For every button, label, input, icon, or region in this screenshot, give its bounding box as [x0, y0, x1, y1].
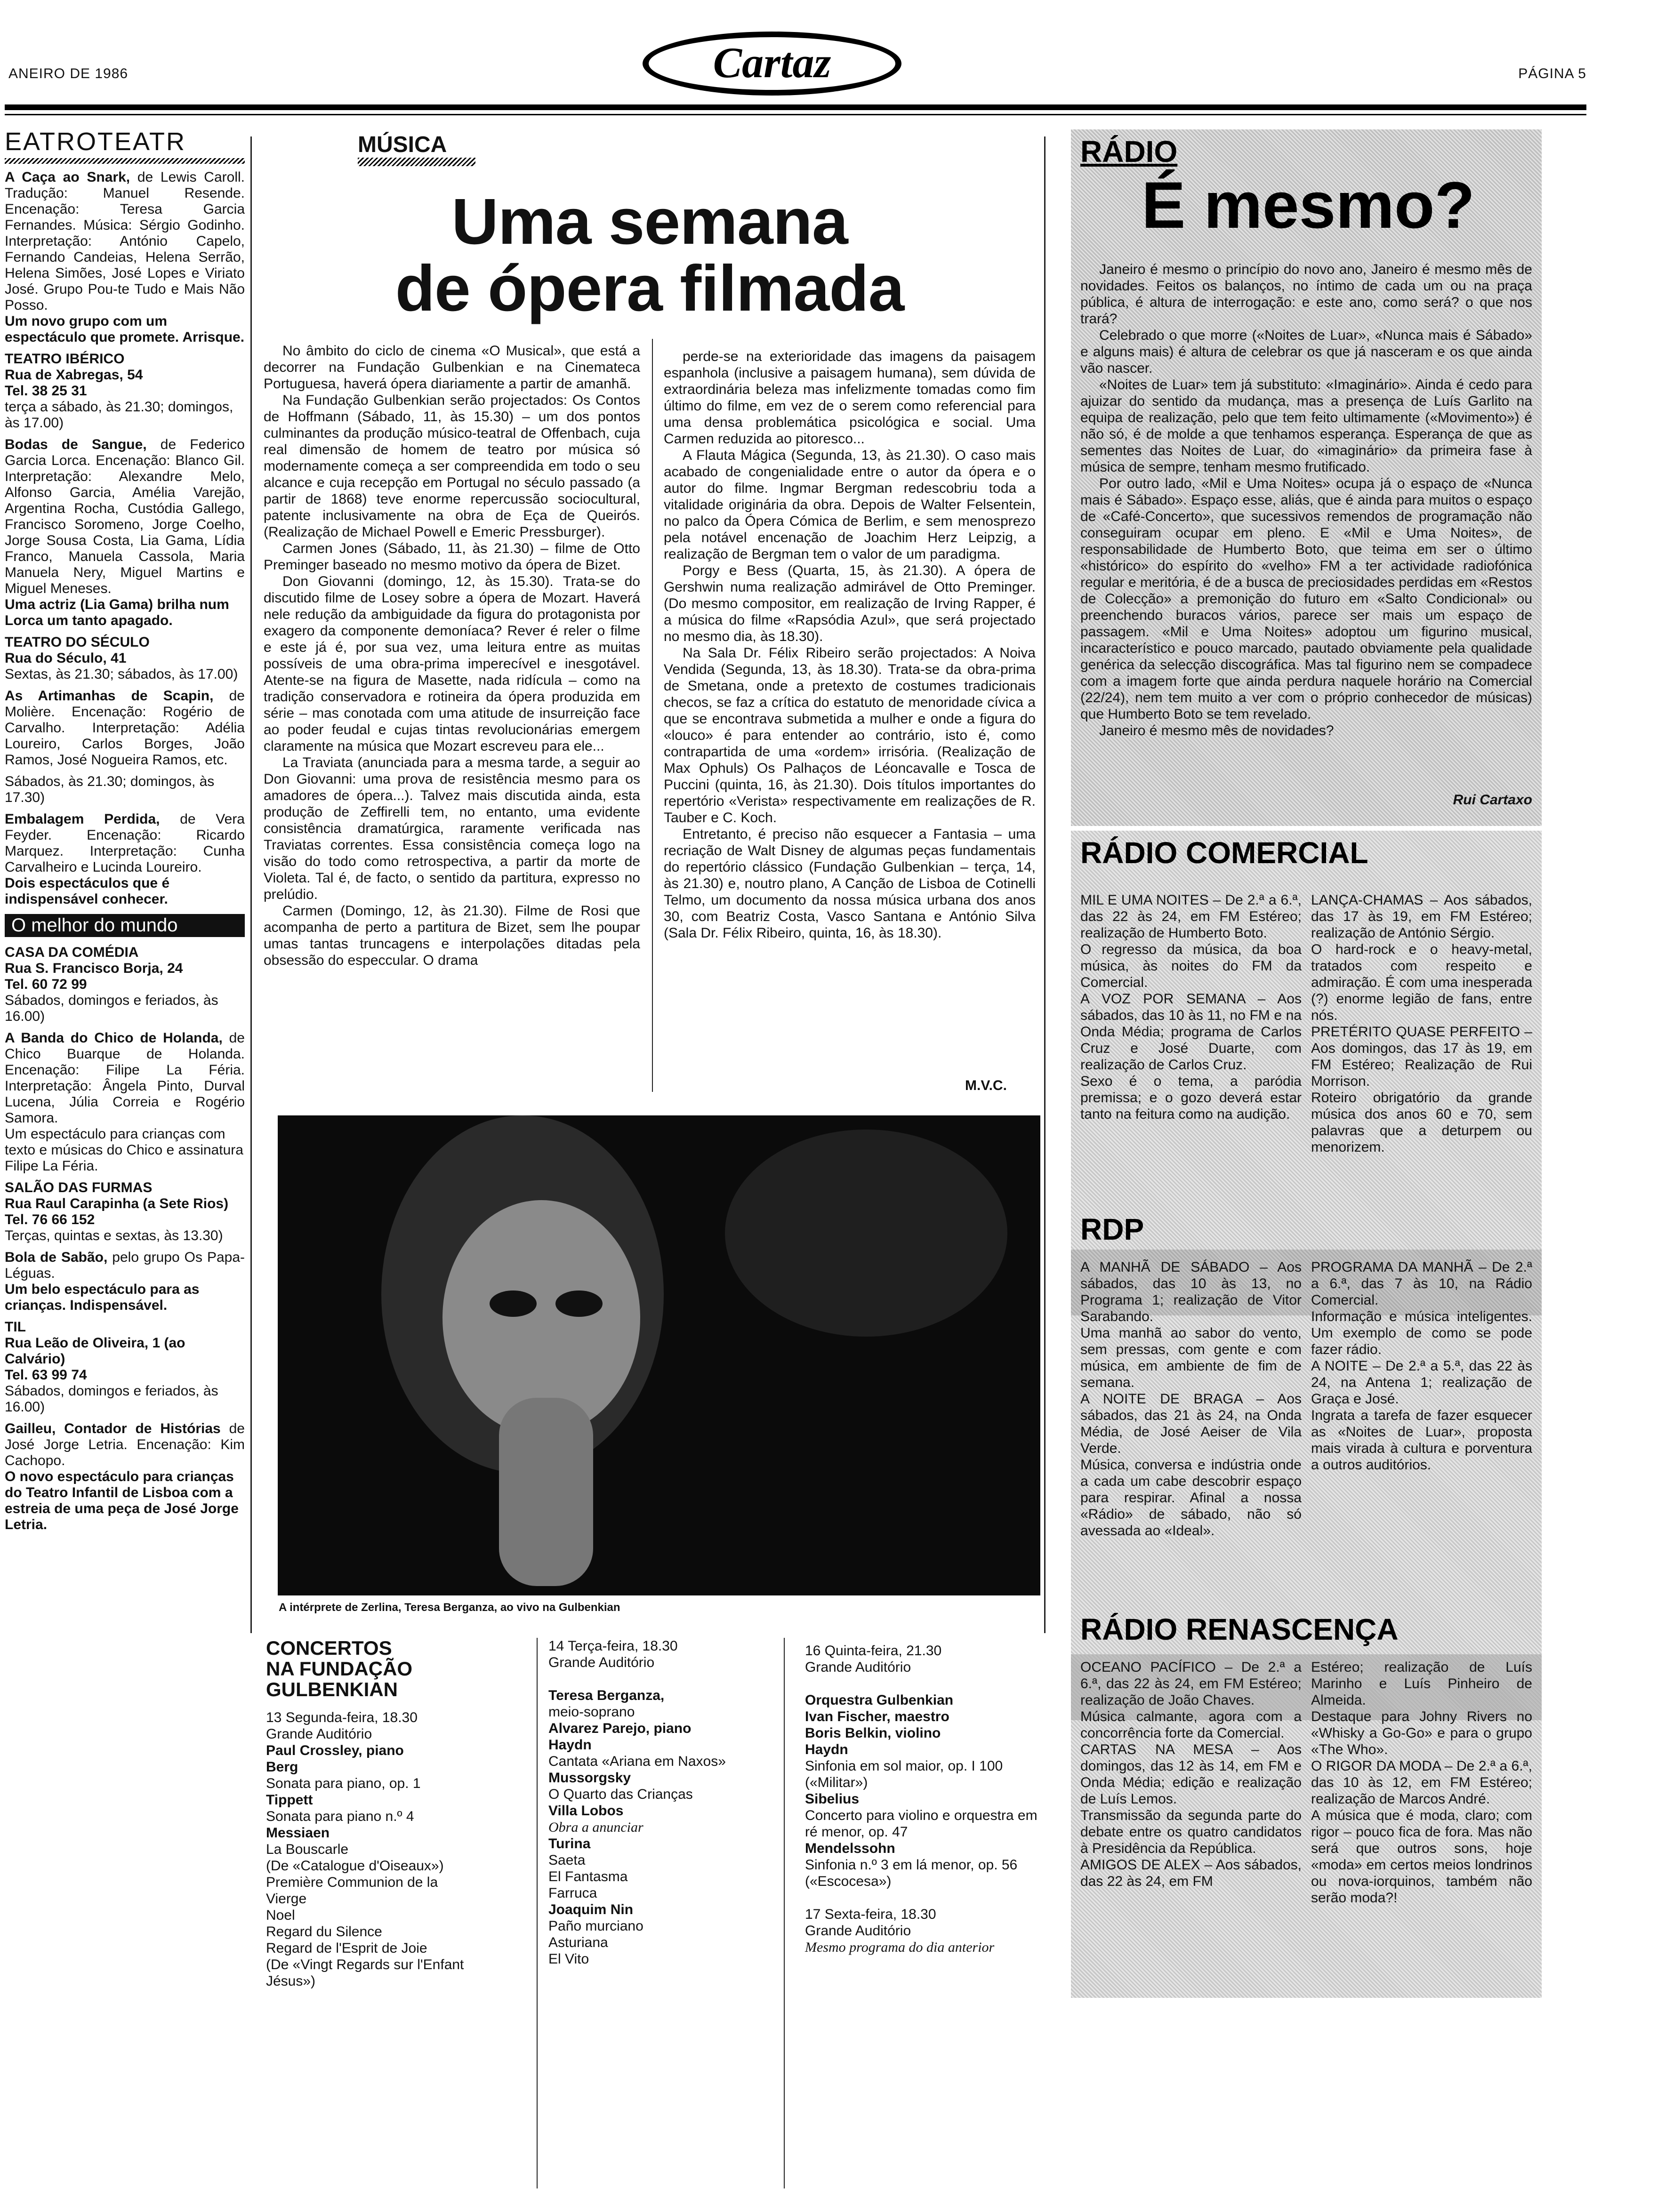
concert-line: Sibelius — [805, 1791, 860, 1807]
comercial-col1 — [1080, 892, 1302, 1122]
listing-entry — [5, 774, 245, 806]
listing-entry — [5, 688, 245, 768]
paragraph: Janeiro é mesmo mês de novidades? — [1099, 723, 1334, 738]
concerts-block — [266, 1638, 1043, 2188]
paragraph: Por outro lado, «Mil e Uma Noites» ocupa já o espaço de «Nunca mais é Sábado». Espaço esse, aliás, que é ainda para muitos o espaço de «Café-Concerto», que sucessivos remendos de programação não conseguiram ocupar em pleno. E «Mil e Uma Noites», de responsabilidade de Humberto Boto, que teima em ser o último «histórico» do espírito do «velho» FM a ter actividade radiofónica regular e meritória, é de a busca de preciosidades perdidas em «Restos de Colecção» a premonição do futuro em «Salto Condicional» ou preenchendo buracos vários, parece ser mais um espaço de passagem. «Mil e Uma Noites» adoptou um figurino musical, incaracterístico e pouco marcado, pautado obviamente pela qualidade genérica da selecção discográfica. Mas tal figurino nem se compadece com a imagem forte que ainda perdura naquele horário na Comercial (22/24), nem tem muito a ver com o próprio conhecedor de músicas) que Humberto Boto se tem revelado. — [1080, 476, 1532, 722]
concert-line: Sonata para piano n.º 4 — [266, 1809, 414, 1824]
concert-line: Obra a anunciar — [548, 1819, 643, 1835]
headline-line-2: de ópera filmada — [395, 252, 904, 325]
venue-times: Sábados, domingos e feriados, às 16.00) — [5, 993, 218, 1024]
concerts-col1 — [266, 1709, 478, 1989]
paragraph: Na Fundação Gulbenkian serão projectados: Os Contos de Hoffmann (Sábado, 11, às 15.30) – um dos pontos culminantes da produção músico-teatral de Offenbach, cuja real dimensão de homem de teatro por música só modernamente começa a ser compreendida em todo o seu alcance e cuja recepção em Portugal no século passado (a partir de 1868) teve enorme repercussão sociocultural, patente inclusivamente na obra de Eça de Queirós. (Realização de Michael Powell e Emeric Pressburger). — [264, 393, 640, 540]
venue-times: Sábados, às 21.30; domingos, às 17.30) — [5, 774, 215, 805]
concert-line — [548, 1671, 774, 1687]
paragraph: A NOITE DE BRAGA – Aos sábados, das 21 às 24, na Onda Média, de José Aeiser de Vila Verde. — [1080, 1391, 1302, 1456]
concert-line: Messiaen — [266, 1825, 330, 1841]
listing-entry — [5, 437, 245, 629]
concert-line: Boris Belkin, violino — [805, 1725, 941, 1741]
concert-line: Grande Auditório — [805, 1659, 911, 1675]
concert-line: La Bouscarle — [266, 1842, 349, 1857]
venue-name: TEATRO DO SÉCULO — [5, 634, 150, 650]
theatre-listings — [5, 169, 245, 907]
concert-line: meio-soprano — [548, 1704, 635, 1720]
listing-entry — [5, 351, 245, 431]
concerts-col3 — [805, 1643, 1040, 1956]
concerts-title-line2: NA FUNDAÇÃO — [266, 1658, 413, 1680]
paragraph: Entretanto, é preciso não esquecer a Fantasia – uma recriação de Walt Disney de algumas peças fundamentais do repertório clássico (Fundação Gulbenkian – terça, 14, às 21.30) e, noutro plano, A Canção de Lisboa de Cotinelli Telmo, um documento da nossa música urbana dos anos 30, com Beatriz Costa, Vasco Santana e António Silva (Sala Dr. Félix Ribeiro, quinta, 16, às 18.30). — [664, 826, 1036, 941]
play-entry — [5, 1030, 245, 1126]
concert-line: Première Communion de la Vierge — [266, 1875, 438, 1907]
theatre-section-title: EATROTEATR — [5, 128, 186, 156]
column-rule — [1044, 136, 1046, 1633]
critic-note: Um novo grupo com um espectáculo que promete. Arrisque. — [5, 313, 245, 345]
venue-address: Rua Leão de Oliveira, 1 (ao Calvário) — [5, 1335, 185, 1367]
concert-line: Ivan Fischer, maestro — [805, 1709, 949, 1724]
radio-comercial-title: RÁDIO COMERCIAL — [1080, 836, 1368, 870]
play-credits: de Vera Feyder. Encenação: Ricardo Marquez. Interpretação: Cunha Carvalheiro e Lucinda Loureiro. — [5, 811, 245, 875]
concert-line: 13 Segunda-feira, 18.30 — [266, 1710, 418, 1725]
music-kicker: MÚSICA — [358, 132, 447, 157]
concert-line: («Militar») — [805, 1775, 868, 1790]
photo-teresa-berganza — [278, 1115, 1040, 1595]
concert-line: 14 Terça-feira, 18.30 — [548, 1638, 678, 1654]
listing-entry — [5, 1250, 245, 1314]
play-title: Bodas de Sangue, — [5, 437, 147, 452]
listing-entry — [5, 1421, 245, 1533]
paragraph: LANÇA-CHAMAS – Aos sábados, das 17 às 19, em FM Estéreo; realização de António Sérgio. — [1311, 892, 1532, 941]
concert-line: Saeta — [548, 1852, 586, 1868]
theatre-listings-2 — [5, 945, 245, 1533]
paragraph: O regresso da música, da boa música, às noites do FM da Comercial. — [1080, 942, 1302, 990]
critic-note: Um espectáculo para crianças com texto e músicas do Chico e assinatura Filipe La Féria. — [5, 1126, 243, 1174]
concert-line: Paul Crossley, piano — [266, 1743, 404, 1758]
paragraph: CARTAS NA MESA – Aos domingos, das 12 às 14, em FM e Onda Média; edição e realização de Luís Lemos. — [1080, 1742, 1302, 1807]
paragraph: Música calmante, agora com a concorrência forte da Comercial. — [1080, 1709, 1302, 1741]
play-credits: de Federico Garcia Lorca. Encenação: Blanco Gil. Interpretação: Alexandre Melo, Alfonso Garcia, Amélia Varejão, Argentina Rocha, Custódia Gallego, Francisco Soromeno, Jorge Coelho, Jorge Sousa Costa, Lia Gama, Lídia Franco, Manuela Cassola, Maria Manuela Nery, Miguel Martins e Miguel Meneses. — [5, 437, 245, 596]
listing-entry — [5, 811, 245, 907]
concert-line: Grande Auditório — [266, 1726, 372, 1742]
concert-line: Alvarez Parejo, piano — [548, 1721, 692, 1736]
play-credits: pelo grupo Os Papa-Léguas. — [5, 1250, 245, 1281]
concert-line: Concerto para violino e orquestra em ré menor, op. 47 — [805, 1808, 1038, 1840]
paragraph: A NOITE – De 2.ª a 5.ª, das 22 às 24, na Antena 1; realização de Graça e José. — [1311, 1358, 1532, 1407]
venue-phone: Tel. 60 72 99 — [5, 977, 87, 992]
concert-line: Farruca — [548, 1885, 597, 1901]
critic-note: O novo espectáculo para crianças do Teatro Infantil de Lisboa com a estreia de uma peça de José Jorge Letria. — [5, 1469, 239, 1532]
venue-times: Sextas, às 21.30; sábados, às 17.00) — [5, 666, 238, 682]
concert-line: Haydn — [805, 1742, 848, 1757]
concerts-col2 — [548, 1638, 774, 1967]
play-title: Gailleu, Contador de Histórias — [5, 1421, 221, 1436]
listing-entry — [5, 945, 245, 1025]
venue-name: CASA DA COMÉDIA — [5, 945, 139, 960]
concert-line: Noel — [266, 1907, 295, 1923]
photo-caption: A intérprete de Zerlina, Teresa Berganza, ao vivo na Gulbenkian — [279, 1601, 620, 1614]
concert-line: Turina — [548, 1836, 591, 1851]
play-title: As Artimanhas de Scapin, — [5, 688, 214, 704]
play-credits: de Chico Buarque de Holanda. Encenação: Filipe La Féria. Interpretação: Ângela Pinto, Durval Lucena, Júlia Correia e Rogério Samora. — [5, 1030, 245, 1126]
concert-line: Orquestra Gulbenkian — [805, 1692, 954, 1708]
venue-address: Rua do Século, 41 — [5, 650, 127, 666]
listing-entry — [5, 1319, 245, 1415]
concert-line: Asturiana — [548, 1935, 608, 1950]
column-rule — [250, 136, 252, 1633]
paragraph: Ingrata a tarefa de fazer esquecer as «Noites de Luar», proposta mais virada à cultura e porventura a outros auditórios. — [1311, 1408, 1532, 1473]
concert-line: Paño murciano — [548, 1918, 643, 1934]
venue-phone: Tel. 76 66 152 — [5, 1212, 95, 1227]
concert-line: Sinfonia n.º 3 em lá menor, op. 56 («Escocesa») — [805, 1857, 1018, 1889]
concert-line: O Quarto das Crianças — [548, 1787, 693, 1802]
listing-entry — [5, 1030, 245, 1174]
play-credits: de Molière. Encenação: Rogério de Carvalho. Interpretação: Adélia Loureiro, Carlos Borges, João Ramos, José Nogueira Ramos, etc. — [5, 688, 245, 768]
rdp-col1 — [1080, 1259, 1302, 1539]
page-number: PÁGINA 5 — [1518, 66, 1586, 81]
listing-entry — [5, 169, 245, 345]
venue-address: Rua S. Francisco Borja, 24 — [5, 961, 183, 976]
paragraph: Estéreo; realização de Luís Marinho e Luís Pinheiro de Almeida. — [1311, 1659, 1532, 1708]
listing-entry — [5, 1180, 245, 1244]
paragraph: OCEANO PACÍFICO – De 2.ª a 6.ª, das 22 às 24, em FM Estéreo; realização de João Chaves. — [1080, 1659, 1302, 1708]
paragraph: Janeiro é mesmo o princípio do novo ano, Janeiro é mesmo mês de novidades. Feitos os balanços, no íntimo de cada um ou na praça pública, é altura de interrogação: e este ano, como será? o que nos trará? — [1080, 262, 1532, 327]
play-entry — [5, 811, 245, 875]
venue-name: TIL — [5, 1319, 26, 1335]
music-kicker-wrap — [358, 132, 475, 166]
column-rule — [652, 339, 653, 1092]
venue-phone: Tel. 38 25 31 — [5, 383, 87, 399]
concert-line: 17 Sexta-feira, 18.30 — [805, 1907, 936, 1922]
concert-line: Sonata para piano, op. 1 — [266, 1776, 421, 1791]
paragraph: No âmbito do ciclo de cinema «O Musical», que está a decorrer na Fundação Gulbenkian e na Cinemateca Portuguesa, haverá ópera diariamente a partir de amanhã. — [264, 343, 640, 392]
venue-times: Terças, quintas e sextas, às 13.30) — [5, 1228, 223, 1243]
radio-signature: Rui Cartaxo — [1453, 792, 1532, 808]
renascenca-col2 — [1311, 1659, 1532, 1906]
play-credits: de José Jorge Letria. Encenação: Kim Cachopo. — [5, 1421, 245, 1468]
concert-line: El Fantasma — [548, 1869, 628, 1884]
concert-line: Villa Lobos — [548, 1803, 624, 1819]
photo-portrait-icon — [278, 1115, 1040, 1595]
play-entry — [5, 1421, 245, 1469]
concert-line: 16 Quinta-feira, 21.30 — [805, 1643, 942, 1659]
venue-times: terça a sábado, às 21.30; domingos, às 17.00) — [5, 399, 233, 431]
section-hatch — [5, 158, 245, 164]
concerts-title — [266, 1638, 445, 1700]
venue-name: SALÃO DAS FURMAS — [5, 1180, 153, 1195]
venue-address: Rua de Xabregas, 54 — [5, 367, 143, 383]
music-article-col2 — [664, 348, 1036, 941]
paragraph: PROGRAMA DA MANHÃ – De 2.ª a 6.ª, das 7 às 10, na Rádio Comercial. — [1311, 1259, 1532, 1308]
paragraph: Destaque para Johny Rivers no «Whisky a Go-Go» e para o grupo «The Who». — [1311, 1709, 1532, 1757]
play-entry — [5, 688, 245, 768]
paragraph: Don Giovanni (domingo, 12, às 15.30). Trata-se do discutido filme de Losey sobre a ópera de Mozart. Haverá nele redução da ambiguidade da figura do protagonista por exagero da componente demoníaca? Rever é reler o filme e este já é, por sua vez, uma leitura entre as muitas possíveis de uma obra-prima imperecível e inesgotável. Atente-se na figura de Masette, nada ridícula – como na tradição conservadora e rotineira da ópera produzida em série – mas conotada com uma atitude de insurreição face ao poder feudal e cujas tintas revolucionárias emergem claramente na música que Mozart escreveu para ele... — [264, 574, 640, 754]
comercial-col2 — [1311, 892, 1532, 1155]
play-entry — [5, 437, 245, 597]
critic-note: Dois espectáculos que é indispensável conhecer. — [5, 875, 170, 907]
paragraph: A VOZ POR SEMANA – Aos sábados, das 10 às 11, no FM e na Onda Média; programa de Carlos Cruz e José Duarte, com realização de Carlos Cruz. — [1080, 991, 1302, 1073]
paragraph: «Noites de Luar» tem já substituto: «Imaginário». Ainda é cedo para ajuizar do sentido da mudança, mas a presença de Luís Garlito na equipa de realização, pelo que tem feito ultimamente («Movimento») é não só, é de molde a que tenhamos esperança. Esperança de que as sementes das Noites de Luar, do «imaginário» da primeira fase à música de sempre, tenham mesmo frutificado. — [1080, 377, 1532, 475]
masthead-logo — [640, 28, 904, 99]
concert-line: Haydn — [548, 1737, 592, 1753]
paragraph: Uma manhã ao sabor do vento, sem pressas, com gente e com música, em ambiente de fim de semana. — [1080, 1325, 1302, 1390]
play-title: Bola de Sabão, — [5, 1250, 108, 1265]
paragraph: A Flauta Mágica (Segunda, 13, às 21.30). O caso mais acabado de congenialidade entre o autor da ópera e o autor do filme. Ingmar Bergman redescobriu toda a vitalidade originária da obra. Depois de Walter Felsentein, no palco da Ópera Cómica de Berlim, e sem menosprezo pela notável encenação de Joachim Herz Leipzig, a realização de Bergman tem o valor de um paradigma. — [664, 448, 1036, 562]
paragraph: Roteiro obrigatório da grande música dos anos 60 e 70, sem palavras que a deturpem ou menorizem. — [1311, 1090, 1532, 1155]
venue-phone: Tel. 63 99 74 — [5, 1367, 87, 1383]
music-article-col1 — [264, 343, 640, 969]
radio-column — [1071, 129, 1542, 1998]
paragraph: Informação e música inteligentes. Um exemplo de como se pode fazer rádio. — [1311, 1309, 1532, 1357]
header-rule-thin — [5, 114, 1586, 115]
kicker-hatch — [358, 158, 475, 166]
concert-line: Cantata «Ariana em Naxos» — [548, 1754, 726, 1769]
play-entry — [5, 1250, 245, 1282]
rdp-col2 — [1311, 1259, 1532, 1473]
radio-editorial — [1080, 261, 1532, 739]
concert-line: Mussorgsky — [548, 1770, 631, 1786]
column-rule — [537, 1638, 538, 2188]
paragraph: La Traviata (anunciada para a mesma tarde, a seguir ao Don Giovanni: uma prova de resistência mesmo para os amadores de ópera...). Talvez mais discutida ainda, esta produção de Zeffirelli tem, no entanto, uma evidente consistência dramatúrgica, raramente verificada nas Traviatas correntes. Essa consistência começa logo na visão do todo como retrospectiva, a partir da morte de Violeta. Tal é, de facto, o sentido da partitura, expresso no prelúdio. — [264, 755, 640, 902]
concert-line: Regard de l'Esprit de Joie — [266, 1940, 427, 1956]
concert-line: Tippett — [266, 1792, 313, 1808]
paragraph: A música que é moda, claro; com rigor – pouco fica de fora. Mas não será que outros sons, hoje «moda» em certos meios londrinos ou nova-iorquinos, também não serão moda?! — [1311, 1808, 1532, 1906]
concert-line — [805, 1890, 1040, 1906]
paragraph: perde-se na exterioridade das imagens da paisagem espanhola (inclusive a paisagem humana), sem dúvida de extraordinária beleza mas infelizmente tomadas como fim último do filme, em vez de o serem como referencial para uma densa problemática psicológica e social. Uma Carmen reduzida ao pitoresco... — [664, 349, 1036, 447]
concert-line: Grande Auditório — [805, 1923, 911, 1939]
radio-headline: É mesmo? — [1142, 168, 1475, 242]
theatre-column — [5, 127, 245, 1539]
paragraph: Porgy e Bess (Quarta, 15, às 21.30). A ópera de Gershwin numa realização admirável de Otto Preminger. (Do mesmo compositor, em realização de Irving Rapper, é a música do filme «Rapsódia Azul», que será projectado no mesmo dia, às 18.30). — [664, 563, 1036, 644]
concert-line: Mendelssohn — [805, 1841, 895, 1856]
paragraph: Celebrado o que morre («Noites de Luar», «Nunca mais é Sábado» e alguns mais) é altura de celebrar os que já nasceram e os que ainda vão nascer. — [1080, 328, 1532, 376]
paragraph: MIL E UMA NOITES – De 2.ª a 6.ª, das 22 às 24, em FM Estéreo; realização de Humberto Boto. — [1080, 892, 1302, 941]
renascenca-title: RÁDIO RENASCENÇA — [1080, 1612, 1399, 1646]
paragraph: Música, conversa e indústria onde a cada um cabe descobrir espaço para respirar. Afinal a nossa «Rádio» de sábado, não só avessada ao «Ideal». — [1080, 1457, 1302, 1539]
concert-line: Joaquim Nin — [548, 1902, 634, 1917]
svg-text:Cartaz: Cartaz — [713, 39, 831, 87]
paragraph: O hard-rock e o heavy-metal, tratados com respeito e admiração. É com uma inesperada (?) enorme legião de fans, entre nós. — [1311, 942, 1532, 1023]
concerts-title-line1: CONCERTOS — [266, 1637, 392, 1659]
concert-line: (De «Vingt Regards sur l'Enfant Jésus») — [266, 1957, 464, 1989]
play-entry — [5, 169, 245, 313]
venue-times: Sábados, domingos e feriados, às 16.00) — [5, 1383, 218, 1415]
paragraph: O RIGOR DA MODA – De 2.ª a 6.ª, das 10 às 12, em FM Estéreo; realização de Marcos André. — [1311, 1758, 1532, 1807]
concert-line — [805, 1675, 1040, 1692]
music-headline — [264, 185, 1036, 325]
critic-note: Uma actriz (Lia Gama) brilha num Lorca um tanto apagado. — [5, 597, 229, 628]
play-title: Embalagem Perdida, — [5, 811, 160, 827]
column-rule — [784, 1638, 785, 2188]
play-title: A Banda do Chico de Holanda, — [5, 1030, 223, 1046]
paragraph: Carmen Jones (Sábado, 11, às 21.30) – filme de Otto Preminger baseado no mesmo motivo da ópera de Bizet. — [264, 541, 640, 573]
critic-note: Um belo espectáculo para as crianças. Indispensável. — [5, 1282, 200, 1313]
paragraph: A MANHÃ DE SÁBADO – Aos sábados, das 10 às 13, no Programa 1; realização de Vitor Sarabando. — [1080, 1259, 1302, 1324]
listing-entry — [5, 634, 245, 682]
play-title: A Caça ao Snark, — [5, 169, 130, 185]
concert-line: Regard du Silence — [266, 1924, 382, 1940]
play-credits: de Lewis Caroll. Tradução: Manuel Resende. Encenação: Teresa Garcia Fernandes. Música: Sérgio Godinho. Interpretação: António Capelo, Fernando Candeias, Helena Serrão, Helena Simões, José Lopes e Viriato José. Grupo Pou-te Tudo e Mais Não Posso. — [5, 169, 245, 313]
venue-address: Rua Raul Carapinha (a Sete Rios) — [5, 1196, 229, 1211]
paragraph: Na Sala Dr. Félix Ribeiro serão projectados: A Noiva Vendida (Segunda, 13, às 18.30). Trata-se da obra-prima de Smetana, onde a pretexto de costumes tradicionais checos, se faz a crítica do estatuto de menoridade cívica a que se encontrava submetida a mulher e onde a figura do «louco» é para entender ao contrário, isto é, como contrapartida de uma «ordem» irrisória. (Realização de Max Ophuls) Os Palhaços de Léoncavalle e Tosca de Puccini (quinta, 16, às 21.30). Dois títulos importantes do repertório «Verista» respectivamente em realizações de R. Tauber e C. Koch. — [664, 645, 1036, 825]
concerts-title-line3: GULBENKIAN — [266, 1678, 398, 1700]
paragraph: AMIGOS DE ALEX – Aos sábados, das 22 às 24, em FM — [1080, 1857, 1302, 1889]
music-signature: M.V.C. — [965, 1078, 1007, 1093]
renascenca-col1 — [1080, 1659, 1302, 1890]
paragraph: Sexo é o tema, a paródia premissa; e o gozo deverá estar tanto na feitura como na audição. — [1080, 1074, 1302, 1122]
concert-line: Grande Auditório — [548, 1655, 655, 1670]
concert-line: Teresa Berganza, — [548, 1688, 665, 1703]
radio-tag: RÁDIO — [1080, 135, 1178, 168]
issue-date: ANEIRO DE 1986 — [8, 66, 129, 81]
paragraph: PRETÉRITO QUASE PERFEITO – Aos domingos, das 17 às 19, em FM Estéreo; Realização de Rui Morrison. — [1311, 1024, 1532, 1089]
concert-line: El Vito — [548, 1951, 589, 1967]
concert-line: Sinfonia em sol maior, op. I 100 — [805, 1758, 1003, 1774]
venue-name: TEATRO IBÉRICO — [5, 351, 125, 367]
concert-line: Mesmo programa do dia anterior — [805, 1940, 995, 1955]
rdp-title: RDP — [1080, 1212, 1144, 1246]
paragraph: Carmen (Domingo, 12, às 21.30). Filme de Rosi que acompanha de perto a partitura de Bizet, sem lhe poupar umas tantas truncagens e interpolações ditadas pela obsessão do especcular. O drama — [264, 903, 640, 968]
concert-line: Berg — [266, 1759, 298, 1775]
paragraph: Transmissão da segunda parte do debate entre os quatro candidatos à Presidência da República. — [1080, 1808, 1302, 1856]
concert-line: (De «Catalogue d'Oiseaux») — [266, 1858, 444, 1874]
header-rule — [5, 104, 1586, 110]
headline-line-1: Uma semana — [451, 185, 848, 258]
best-in-world-box: O melhor do mundo — [5, 914, 245, 937]
